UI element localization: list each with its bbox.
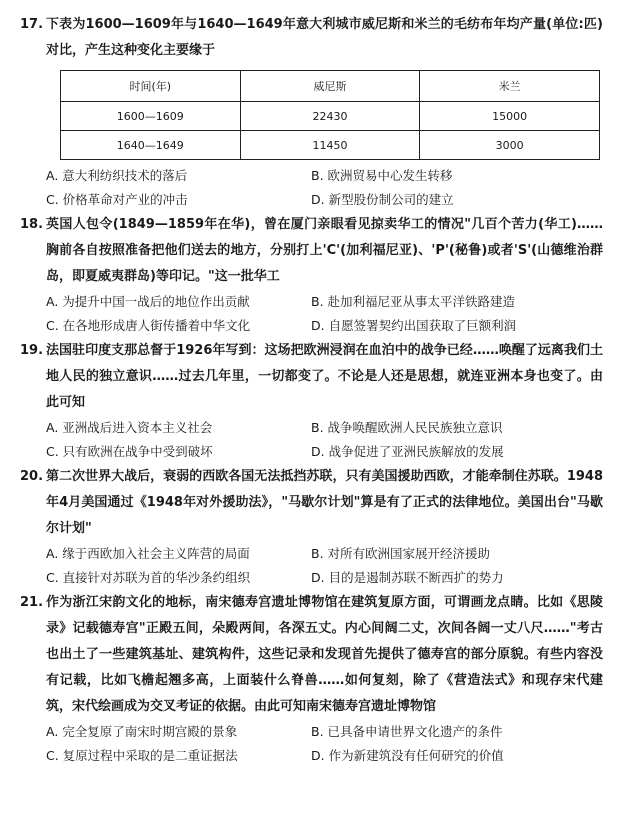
option-a[interactable]: A. 为提升中国一战后的地位作出贡献 <box>46 294 250 309</box>
question-20 <box>20 464 603 590</box>
table-cell: 15000 <box>420 102 600 131</box>
question-21 <box>20 590 603 768</box>
question-21-stem-row <box>20 590 603 720</box>
question-stem: 英国人包令(1849—1859年在华)，曾在厦门亲眼看见掠卖华工的情况"几百个苦力(华工)……胸前各自按照准备把他们送去的地方，分别打上'C'(加利福尼亚)、'P'(秘鲁)或者'S'(山德维治群岛，即夏威夷群岛)等印记。"这一批华工 <box>46 217 603 284</box>
options <box>20 416 603 464</box>
option-a[interactable]: A. 意大利纺织技术的落后 <box>46 168 188 183</box>
question-stem: 作为浙江宋韵文化的地标，南宋德寿宫遗址博物馆在建筑复原方面，可谓画龙点睛。比如《思陵录》记载德寿宫"正殿五间，朵殿两间，各深五丈。内心间阔二丈，次间各阔一丈八尺……"考古也出土了一些建筑基址、建筑构件，这些记录和发现首先提供了德寿宫的部分原貌。有些内容没有记载，比如飞檐起翘多高，上面装什么脊兽……如何复刻，除了《营造法式》和现存宋代建筑，宋代绘画成为交叉考证的依据。由此可知南宋德寿宫遗址博物馆 <box>46 595 603 714</box>
option-d[interactable]: D. 新型股份制公司的建立 <box>311 192 454 207</box>
question-number: 17. <box>20 17 44 32</box>
option-b[interactable]: B. 欧洲贸易中心发生转移 <box>311 168 453 183</box>
option-b[interactable]: B. 赴加利福尼亚从事太平洋铁路建造 <box>311 294 516 309</box>
table-row <box>61 102 600 131</box>
table-cell: 1640—1649 <box>61 131 241 160</box>
table-header-row <box>61 71 600 102</box>
question-18-stem-row <box>20 212 603 290</box>
question-number: 20. <box>20 469 44 484</box>
question-stem: 法国驻印度支那总督于1926年写到：这场把欧洲浸润在血泊中的战争已经……唤醒了远离我们土地人民的独立意识……过去几年里，一切都变了。不论是人还是思想，就连亚洲本身也变了。由此可知 <box>46 343 603 410</box>
question-number: 18. <box>20 217 44 232</box>
table-header-cell: 时间(年) <box>61 71 241 102</box>
options <box>20 164 603 212</box>
option-d[interactable]: D. 战争促进了亚洲民族解放的发展 <box>311 444 504 459</box>
question-20-stem-row <box>20 464 603 542</box>
table-header-cell: 威尼斯 <box>240 71 420 102</box>
question-stem: 下表为1600—1609年与1640—1649年意大利城市威尼斯和米兰的毛纺布年均产量(单位:匹)对比，产生这种变化主要缘于 <box>46 17 603 58</box>
question-19 <box>20 338 603 464</box>
table-cell: 3000 <box>420 131 600 160</box>
question-number: 21. <box>20 595 44 610</box>
option-b[interactable]: B. 已具备申请世界文化遗产的条件 <box>311 724 503 739</box>
question-17 <box>20 12 603 212</box>
question-17-stem-row <box>20 12 603 64</box>
question-18 <box>20 212 603 338</box>
options <box>20 720 603 768</box>
table-header-cell: 米兰 <box>420 71 600 102</box>
table-cell: 22430 <box>240 102 420 131</box>
option-d[interactable]: D. 目的是遏制苏联不断西扩的势力 <box>311 570 504 585</box>
question-stem: 第二次世界大战后，衰弱的西欧各国无法抵挡苏联，只有美国援助西欧，才能牵制住苏联。1948年4月美国通过《1948年对外援助法》，"马歇尔计划"算是有了正式的法律地位。美国出台"马歇尔计划" <box>46 469 603 536</box>
option-b[interactable]: B. 战争唤醒欧洲人民民族独立意识 <box>311 420 503 435</box>
question-number: 19. <box>20 343 44 358</box>
options <box>20 542 603 590</box>
production-table <box>60 70 600 160</box>
table-cell: 1600—1609 <box>61 102 241 131</box>
option-b[interactable]: B. 对所有欧洲国家展开经济援助 <box>311 546 491 561</box>
option-c[interactable]: C. 复原过程中采取的是二重证据法 <box>46 748 238 763</box>
option-a[interactable]: A. 缘于西欧加入社会主义阵营的局面 <box>46 546 250 561</box>
question-19-stem-row <box>20 338 603 416</box>
option-d[interactable]: D. 作为新建筑没有任何研究的价值 <box>311 748 504 763</box>
options <box>20 290 603 338</box>
option-c[interactable]: C. 价格革命对产业的冲击 <box>46 192 188 207</box>
option-d[interactable]: D. 自愿签署契约出国获取了巨额利润 <box>311 318 517 333</box>
option-c[interactable]: C. 在各地形成唐人街传播着中华文化 <box>46 318 251 333</box>
table-cell: 11450 <box>240 131 420 160</box>
table-row <box>61 131 600 160</box>
option-c[interactable]: C. 直接针对苏联为首的华沙条约组织 <box>46 570 251 585</box>
option-a[interactable]: A. 亚洲战后进入资本主义社会 <box>46 420 213 435</box>
option-a[interactable]: A. 完全复原了南宋时期宫殿的景象 <box>46 724 238 739</box>
option-c[interactable]: C. 只有欧洲在战争中受到破坏 <box>46 444 213 459</box>
